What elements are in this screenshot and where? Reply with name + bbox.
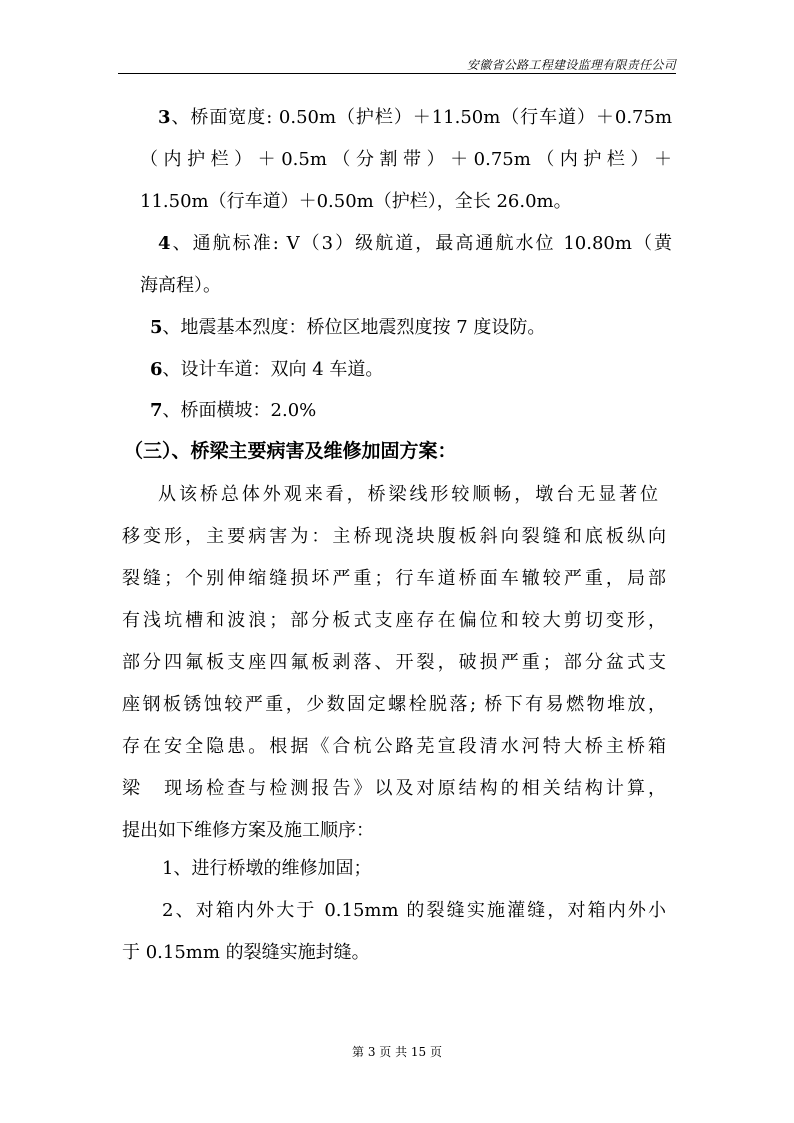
item-3-line-2: （内护栏）＋0.5m（分割带）＋0.75m（内护栏）＋	[140, 149, 672, 170]
item-6	[150, 359, 383, 381]
item-5-number: 5	[150, 317, 163, 338]
item-5	[150, 317, 545, 339]
header-organization: 安徽省公路工程建设监理有限责任公司	[466, 58, 676, 72]
item-3-line-1	[158, 107, 672, 129]
item-6-sep: 、	[162, 359, 181, 380]
item-6-text: 设计车道：双向 4 车道。	[180, 359, 384, 380]
item-7	[150, 400, 316, 422]
item-3-line-3: 11.50m（行车道）＋0.50m（护栏），全长 26.0m。	[140, 191, 572, 212]
item-7-number: 7	[150, 400, 163, 421]
paragraph-line: 提出如下维修方案及施工顺序：	[122, 820, 374, 841]
paragraph-line: 裂缝；个别伸缩缝损坏严重；行车道桥面车辙较严重，局部	[122, 568, 666, 589]
paragraph-line: 移变形，主要病害为：主桥现浇块腹板斜向裂缝和底板纵向	[122, 526, 666, 547]
section-heading: （三）、桥梁主要病害及维修加固方案：	[124, 440, 457, 462]
paragraph-line: 梁 现场检查与检测报告》以及对原结构的相关结构计算，	[122, 778, 666, 799]
page-number-footer: 第 3 页 共 15 页	[352, 1045, 442, 1059]
step-2-line-2: 于 0.15mm 的裂缝实施封缝。	[122, 942, 370, 963]
item-4-text: 通航标准: V（3）级航道，最高通航水位 10.80m（黄	[192, 233, 672, 254]
paragraph-line: 从该桥总体外观来看，桥梁线形较顺畅，墩台无显著位	[158, 484, 658, 505]
item-4-line-2: 海高程）。	[140, 275, 221, 296]
item-4-line-1	[158, 233, 672, 255]
item-3-number: 3	[158, 107, 171, 128]
item-4-sep: 、	[170, 233, 193, 254]
paragraph-line: 部分四氟板支座四氟板剥落、开裂，破损严重；部分盆式支	[122, 652, 666, 673]
item-3-text: : 0.50m（护栏）＋11.50m（行车道）＋0.75m	[266, 107, 673, 128]
item-7-text: 桥面横坡：2.0%	[180, 400, 317, 421]
paragraph-line: 座钢板锈蚀较严重，少数固定螺栓脱落; 桥下有易燃物堆放，	[122, 694, 666, 715]
paragraph-line: 有浅坑槽和波浪；部分板式支座存在偏位和较大剪切变形，	[122, 610, 666, 631]
step-2-line-1: 2、对箱内外大于 0.15mm 的裂缝实施灌缝，对箱内外小	[162, 900, 666, 921]
item-3-label: 桥面宽度	[190, 107, 267, 128]
paragraph-line: 存在安全隐患。根据《合杭公路芜宣段清水河特大桥主桥箱	[122, 736, 666, 757]
item-6-number: 6	[150, 359, 163, 380]
item-3-sep: 、	[170, 107, 191, 128]
item-4-number: 4	[158, 233, 171, 254]
item-5-sep: 、	[162, 317, 181, 338]
item-5-text: 地震基本烈度：桥位区地震烈度按 7 度设防。	[180, 317, 546, 338]
header-divider	[118, 73, 676, 74]
item-7-sep: 、	[162, 400, 181, 421]
step-1: 1、进行桥墩的维修加固；	[162, 858, 372, 879]
